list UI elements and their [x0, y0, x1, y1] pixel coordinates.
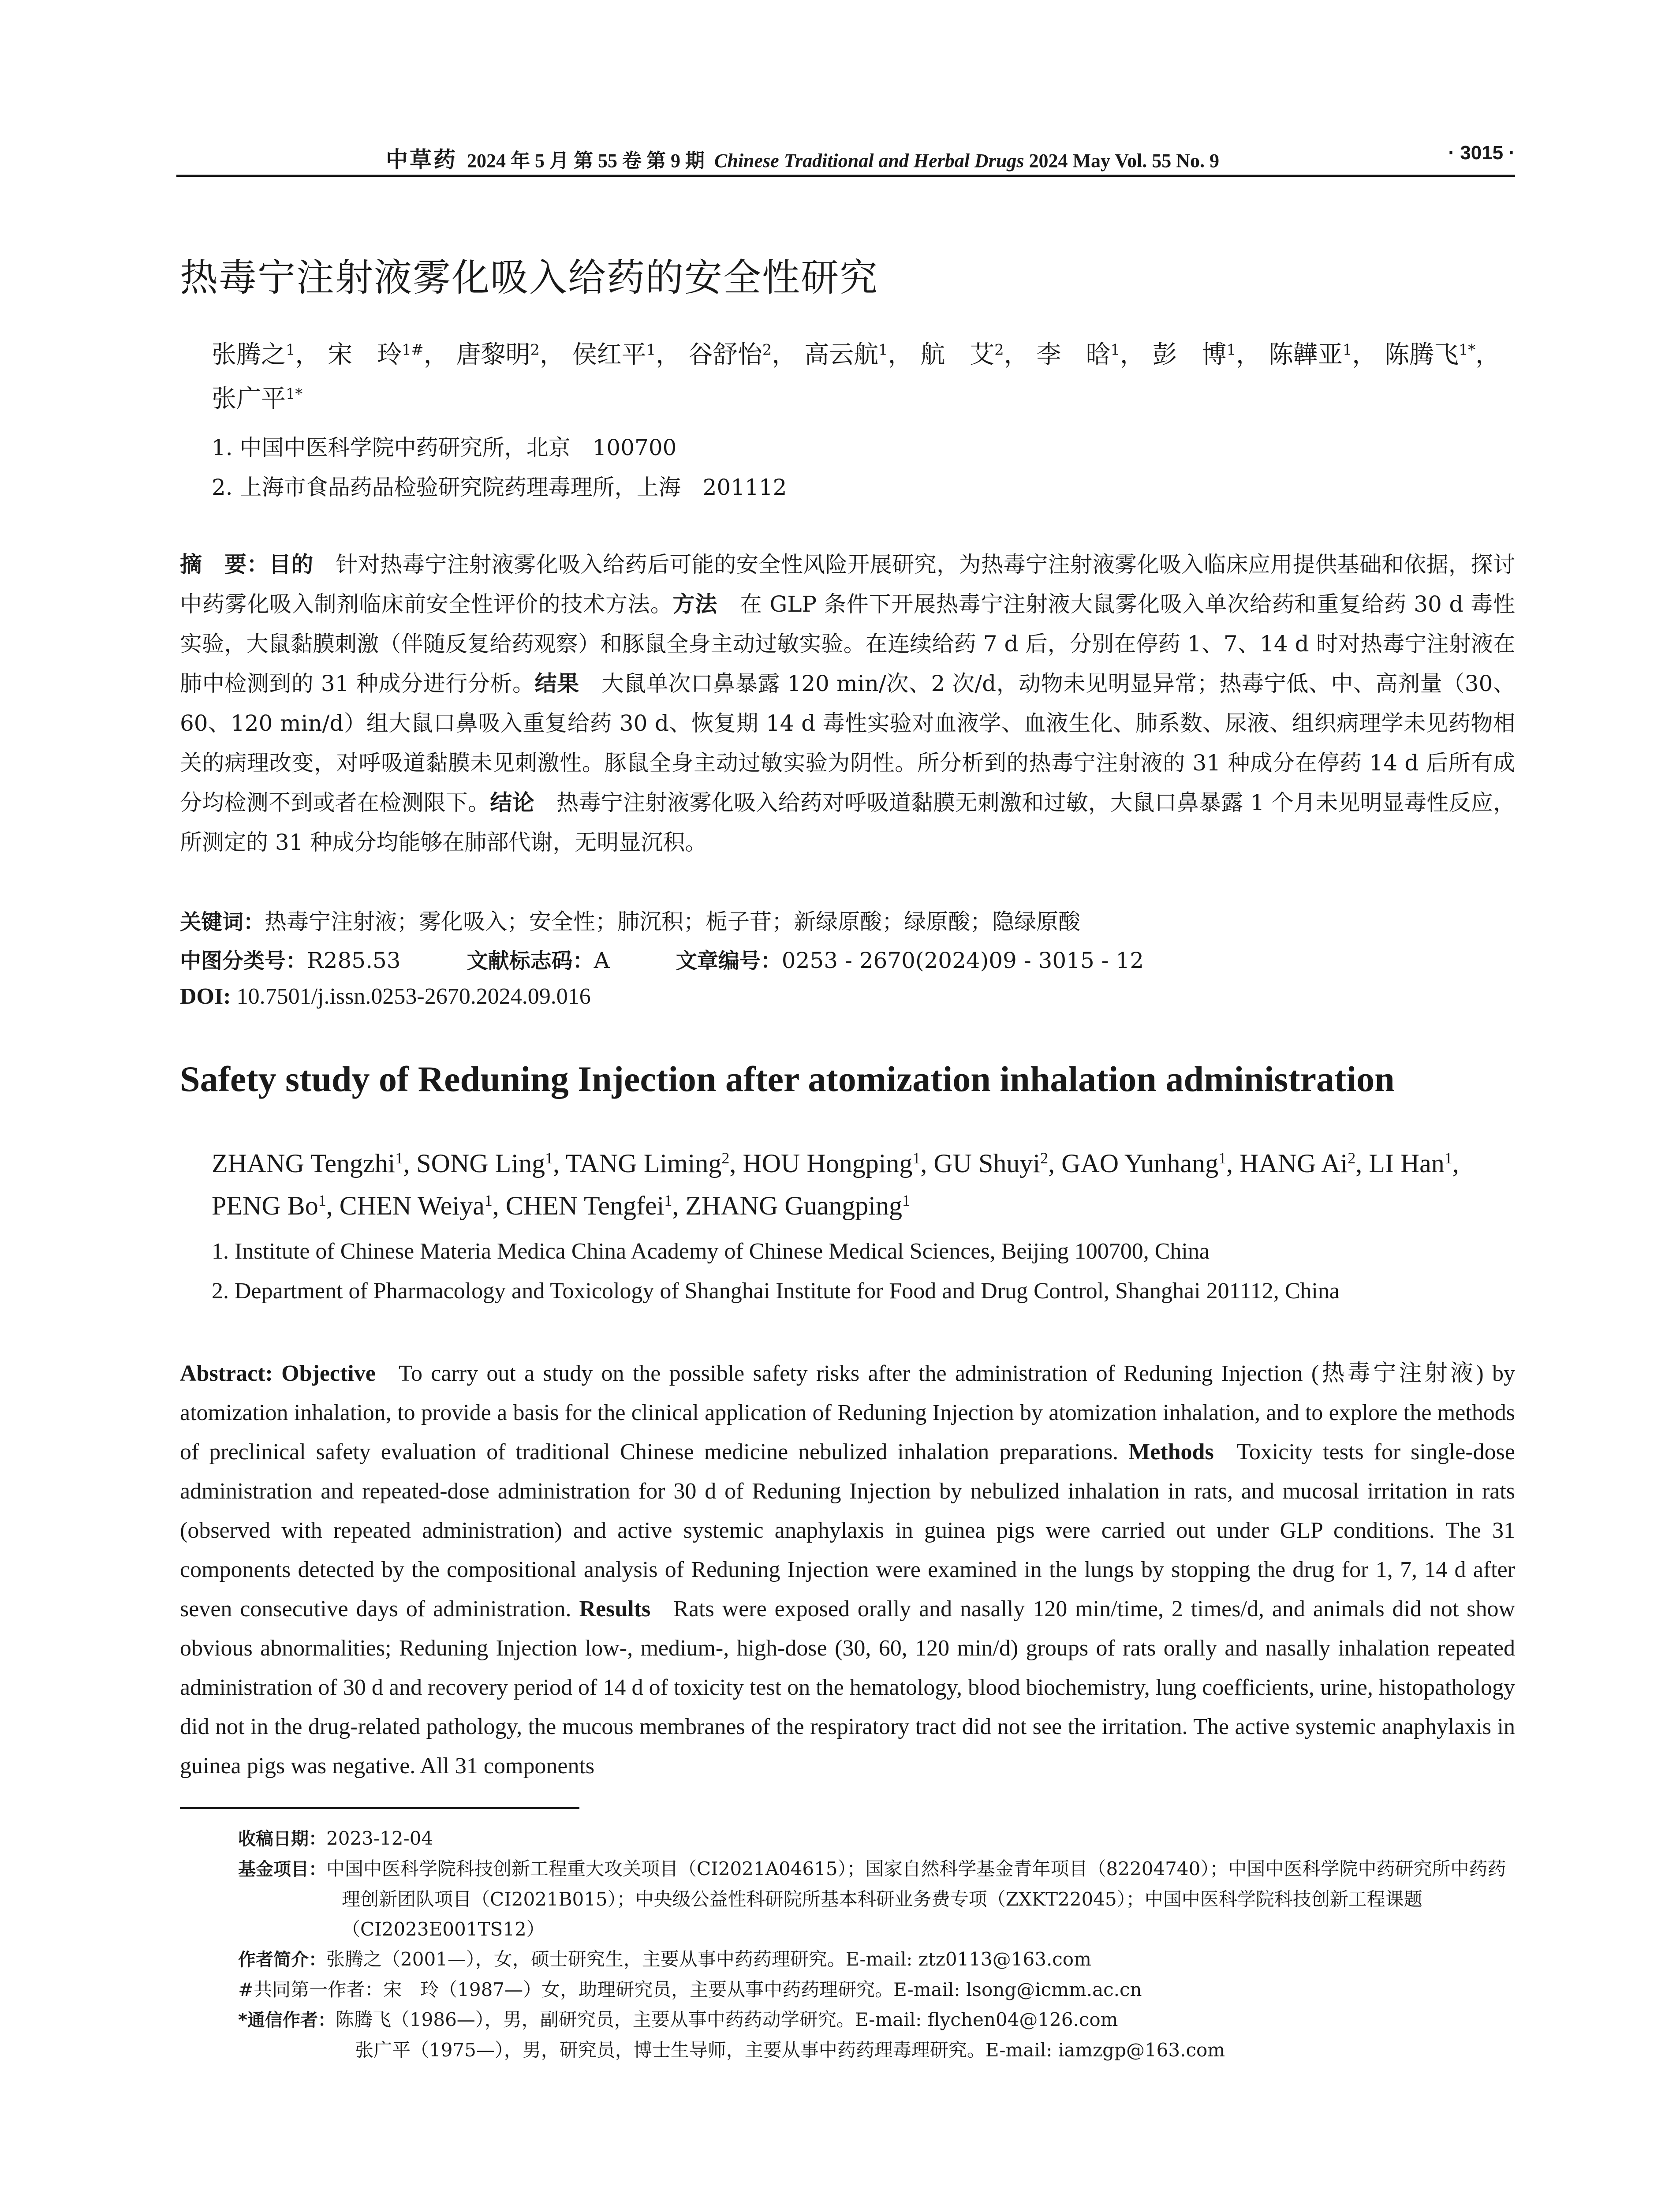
funding: 基金项目：中国中医科学院科技创新工程重大攻关项目（CI2021A04615）；国家自然科学基金青年项目（82204740）；中国中医科学院中药研究所中药药理创新团队项目（CI2021B015）；中央级公益性科研院所基本科研业务费专项（ZXKT22045）；中国中医科学院科技创新工程课题（CI2023E001TS12）	[238, 1858, 1506, 1940]
issue-cn: 2024 年 5 月 第 55 卷 第 9 期	[467, 150, 705, 172]
doi-label: DOI:	[180, 984, 231, 1009]
author: 宋 玲$^{1\#}$，	[328, 340, 448, 369]
results-text: Rats were exposed orally and nasally 120 min/time, 2 times/d, and animals did not show obvious abnormalities; Reduning Injection low-, medium-, high-dose (30, 60, 120 min/d) groups of rats orally and nasally inhalation repeated administration of 30 d and recovery period of 14 d of toxicity test on the hematology, blood biochemistry, lung coefficients, urine, histopathology did not in the drug-related pathology, the mucous membranes of the respiratory tract did not see the irritation. The active systemic anaphylaxis in guinea pigs was negative. All 31 components	[180, 1596, 1515, 1779]
english-title: Safety study of Reduning Injection after atomization inhalation administration	[180, 1059, 1395, 1099]
author: 彭 博$^1$，	[1152, 340, 1261, 369]
author-bio: 作者简介：张腾之（2001—），女，硕士研究生，主要从事中药药理研究。E-mail: ztz0113@163.com	[238, 1948, 1091, 1970]
author: HANG Ai$^2$,	[1239, 1149, 1369, 1178]
results-label: 结果	[534, 671, 579, 696]
chinese-abstract	[180, 545, 1515, 862]
keywords: 热毒宁注射液；雾化吸入；安全性；肺沉积；栀子苷；新绿原酸；绿原酸；隐绿原酸	[265, 909, 1081, 934]
header-rule	[176, 175, 1515, 177]
keywords-label: 关键词：	[180, 910, 265, 934]
corresponding-author-2: 张广平（1975—），男，研究员，博士生导师，主要从事中药药理毒理研究。E-mail: iamzgp@163.com	[355, 2039, 1225, 2061]
objective-text: To carry out a study on the possible safety risks after the administration of Reduning Injection (热毒宁注射液) by atomization inhalation, to provide a basis for the clinical application of Reduning Injection by atomization inhalation, and to explore the methods of preclinical safety evaluation of traditional Chinese medicine nebulized inhalation preparations.	[180, 1361, 1515, 1465]
doi-line	[180, 983, 591, 1009]
results-text: 大鼠单次口鼻暴露 120 min/次、2 次/d，动物未见明显异常；热毒宁低、中、高剂量（30、60、120 min/d）组大鼠口鼻吸入重复给药 30 d、恢复期 14 d 毒性实验对血液学、血液生化、肺系数、尿液、组织病理学未见药物相关的病理改变，对呼吸道黏膜未见刺激性。豚鼠全身主动过敏实验为阴性。所分析到的热毒宁注射液的 31 种成分在停药 14 d 后所有成分均检测不到或者在检测限下。	[180, 671, 1515, 815]
conclusion-label: 结论	[490, 790, 534, 815]
english-affiliation-2: 2. Department of Pharmacology and Toxicology of Shanghai Institute for Food and Drug Control, Shanghai 201112, China	[212, 1278, 1340, 1304]
author: 谷舒怡$^2$，	[688, 340, 797, 369]
footnotes	[238, 1824, 1517, 2065]
author: LI Han$^1$,	[1369, 1149, 1459, 1178]
doc-code: A	[594, 948, 610, 973]
abstract-objective-label: Abstract: Objective	[180, 1361, 376, 1386]
english-author-list	[212, 1142, 1512, 1227]
methods-text: Toxicity tests for single-dose administration and repeated-dose administration for 30 d of Reduning Injection by nebulized inhalation in rats, and mucosal irritation in rats (observed with repeated administration) and active systemic anaphylaxis in guinea pigs were carried out under GLP conditions. The 31 components detected by the compositional analysis of Reduning Injection were examined in the lungs by stopping the drug for 1, 7, 14 d after seven consecutive days of administration.	[180, 1439, 1516, 1622]
keywords-line	[180, 904, 1080, 936]
received-date: 收稿日期：2023-12-04	[238, 1828, 433, 1849]
author: 陈腾飞$^{1*}$，	[1385, 340, 1501, 369]
author: 唐黎明$^2$，	[456, 340, 564, 369]
author: 侯红平$^1$，	[572, 340, 681, 369]
author: 李 晗$^1$，	[1036, 340, 1145, 369]
author: 航 艾$^2$，	[920, 340, 1029, 369]
author: GU Shuyi$^2$,	[933, 1149, 1062, 1178]
journal-logo: 中草药	[386, 146, 457, 172]
corresponding-author-1: *通信作者：陈腾飞（1986—），男，副研究员，主要从事中药药动学研究。E-mail: flychen04@126.com	[238, 2009, 1118, 2030]
abstract-label: 摘 要：	[180, 552, 269, 577]
methods-label: 方法	[672, 591, 718, 617]
doc-code-label: 文献标志码：	[467, 949, 594, 973]
author: GAO Yunhang$^1$,	[1061, 1149, 1240, 1178]
footnote-rule	[180, 1807, 579, 1809]
journal-name-en: Chinese Traditional and Herbal Drugs	[714, 150, 1024, 172]
classification-line	[180, 944, 1144, 974]
author: 陈韡亚$^1$，	[1268, 340, 1377, 369]
clc-label: 中图分类号：	[180, 949, 307, 973]
author: ZHANG Guangping$^1$	[685, 1191, 910, 1220]
english-abstract	[180, 1354, 1515, 1786]
author: HOU Hongping$^1$,	[743, 1149, 934, 1178]
methods-text: 在 GLP 条件下开展热毒宁注射液大鼠雾化吸入单次给药和重复给药 30 d 毒性实验，大鼠黏膜刺激（伴随反复给药观察）和豚鼠全身主动过敏实验。在连续给药 7 d 后，分别在停药 1、7、14 d 时对热毒宁注射液在肺中检测到的 31 种成分进行分析。	[180, 591, 1516, 696]
clc-number: R285.53	[307, 948, 401, 973]
author: TANG Liming$^2$,	[565, 1149, 743, 1178]
author: 张广平$^{1*}$	[212, 385, 303, 413]
objective-text: 针对热毒宁注射液雾化吸入给药后可能的安全性风险开展研究，为热毒宁注射液雾化吸入临床应用提供基础和依据，探讨中药雾化吸入制剂临床前安全性评价的技术方法。	[180, 552, 1516, 617]
author: SONG Ling$^1$,	[416, 1149, 566, 1178]
running-header	[176, 142, 1515, 173]
header-center	[386, 142, 1219, 174]
page-number: · 3015 ·	[1448, 142, 1515, 164]
conclusion-text: 热毒宁注射液雾化吸入给药对呼吸道黏膜无刺激和过敏，大鼠口鼻暴露 1 个月未见明显毒性反应，所测定的 31 种成分均能够在肺部代谢，无明显沉积。	[180, 790, 1515, 855]
doi[interactable]: 10.7501/j.issn.0253-2670.2024.09.016	[236, 984, 591, 1009]
author: CHEN Tengfei$^1$,	[505, 1191, 686, 1220]
author: PENG Bo$^1$,	[212, 1191, 340, 1220]
english-affiliation-1: 1. Institute of Chinese Materia Medica China Academy of Chinese Medical Sciences, Beijing 100700, China	[212, 1239, 1210, 1264]
issue-en: 2024 May Vol. 55 No. 9	[1029, 150, 1219, 172]
author: ZHANG Tengzhi$^1$,	[212, 1149, 417, 1178]
article-number: 0253 - 2670(2024)09 - 3015 - 12	[781, 948, 1144, 973]
methods-label: Methods	[1128, 1439, 1214, 1465]
author: 高云航$^1$，	[804, 340, 913, 369]
chinese-affiliation-1: 1. 中国中医科学院中药研究所，北京 100700	[212, 435, 677, 460]
author: 张腾之$^1$，	[212, 340, 320, 369]
article-no-label: 文章编号：	[676, 949, 782, 973]
results-label: Results	[579, 1596, 651, 1622]
chinese-title: 热毒宁注射液雾化吸入给药的安全性研究	[180, 256, 878, 300]
objective-label: 目的	[269, 552, 314, 577]
chinese-affiliation-2: 2. 上海市食品药品检验研究院药理毒理所，上海 201112	[212, 475, 787, 500]
author: CHEN Weiya$^1$,	[339, 1191, 506, 1220]
chinese-author-list	[212, 333, 1512, 421]
co-first-author: #共同第一作者：宋 玲（1987—）女，助理研究员，主要从事中药药理研究。E-mail: lsong@icmm.ac.cn	[238, 1979, 1142, 2000]
